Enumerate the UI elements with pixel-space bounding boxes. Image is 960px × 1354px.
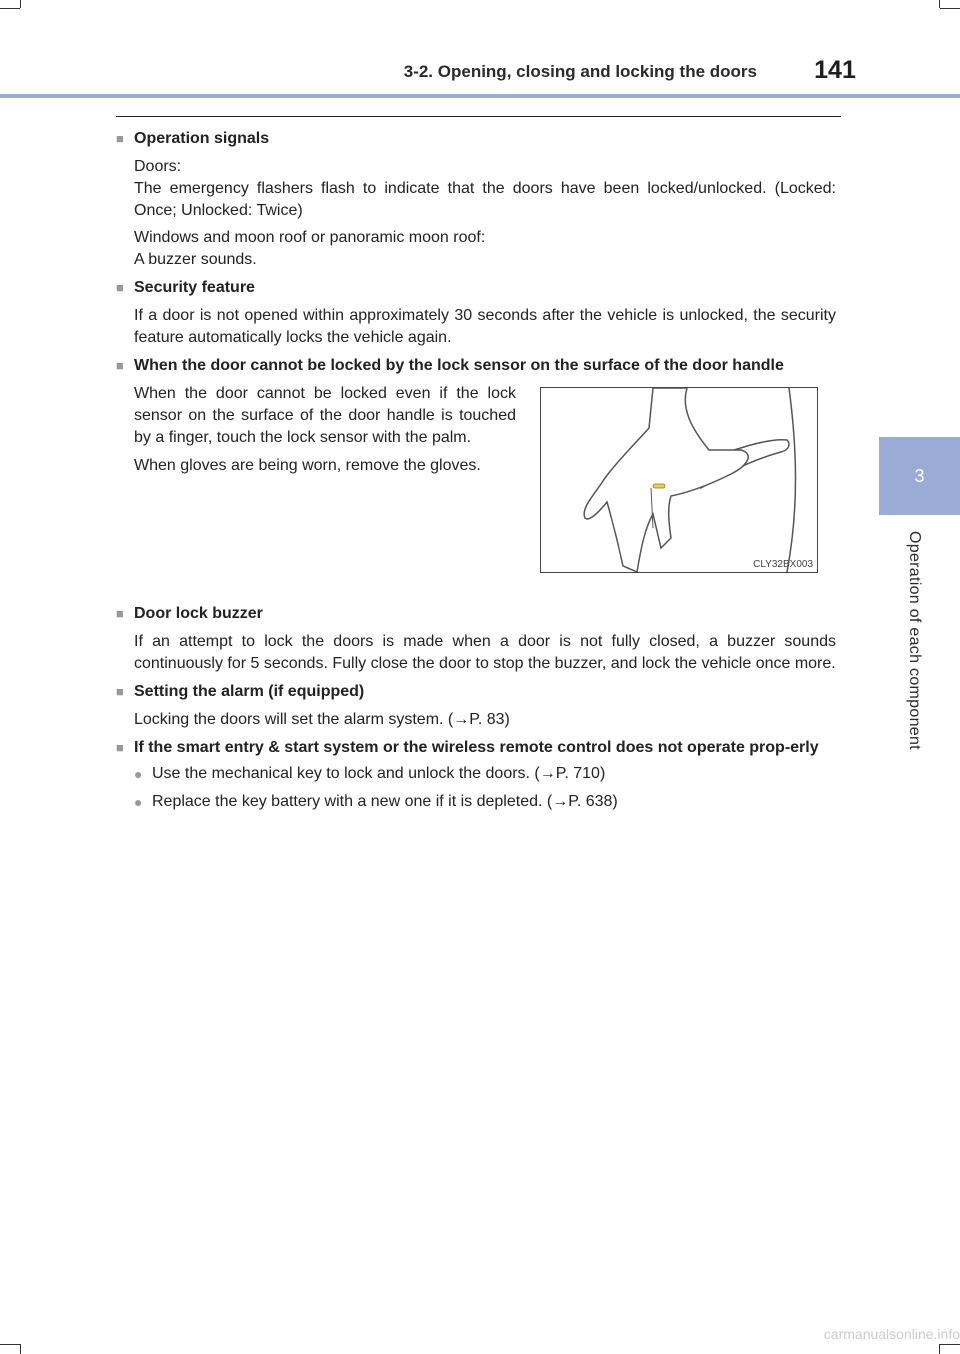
section-heading: ■ If the smart entry & start system or the wireless remote control does not operate prop-erly — [116, 737, 836, 759]
paragraph: If a door is not opened within approximately 30 seconds after the vehicle is unlocked, the security feature automatically locks the vehicle again. — [134, 307, 836, 346]
chapter-tab — [879, 437, 960, 515]
square-bullet-icon: ■ — [116, 684, 124, 699]
crop-mark — [0, 1344, 20, 1345]
crop-mark — [940, 8, 960, 9]
paragraph: Doors: — [134, 158, 182, 175]
square-bullet-icon: ■ — [116, 358, 124, 373]
running-header: 3-2. Opening, closing and locking the doors — [403, 62, 757, 81]
list-item: ● Use the mechanical key to lock and unlock the doors. (→P. 710) — [134, 763, 836, 785]
section-heading: ■ When the door cannot be locked by the lock sensor on the surface of the door handle — [116, 355, 836, 377]
door-handle-illustration — [540, 387, 818, 573]
square-bullet-icon: ■ — [116, 280, 124, 295]
paragraph: When gloves are being worn, remove the gloves. — [134, 457, 481, 474]
square-bullet-icon: ■ — [116, 606, 124, 621]
square-bullet-icon: ■ — [116, 131, 124, 146]
paragraph: A buzzer sounds. — [134, 251, 257, 268]
crop-mark — [939, 0, 940, 8]
crop-mark — [940, 1344, 960, 1345]
crop-mark — [939, 1344, 940, 1354]
paragraph: The emergency flashers flash to indicate that the doors have been locked/unlocked. (Locked: Once; Unlocked: Twice) — [134, 180, 836, 219]
section-rule — [116, 116, 841, 117]
square-bullet-icon: ■ — [116, 740, 124, 755]
figure-row — [116, 383, 836, 593]
watermark: carmanualsonline.info — [823, 1326, 960, 1342]
section-heading: ■ Security feature — [116, 277, 836, 299]
page-number: 141 — [814, 56, 856, 84]
header-rule — [0, 94, 960, 98]
crop-mark — [0, 8, 20, 9]
section-heading: ■ Setting the alarm (if equipped) — [116, 681, 836, 703]
figure-text — [134, 383, 516, 483]
crop-mark — [20, 0, 21, 8]
list-item: ● Replace the key battery with a new one if it is depleted. (→P. 638) — [134, 791, 836, 813]
circle-bullet-icon: ● — [134, 794, 143, 810]
crop-mark — [20, 1344, 21, 1354]
circle-bullet-icon: ● — [134, 766, 143, 782]
chapter-label: Operation of each component — [906, 531, 923, 750]
section-heading: ■ Operation signals — [116, 128, 836, 150]
paragraph: Locking the doors will set the alarm system. (→P. 83) — [134, 711, 510, 728]
chapter-number: 3 — [914, 465, 925, 486]
paragraph: If an attempt to lock the doors is made when a door is not fully closed, a buzzer sounds continuously for 5 seconds. Fully close the door to stop the buzzer, and lock the vehicle once more. — [134, 633, 836, 672]
page-content — [116, 128, 836, 819]
paragraph: When the door cannot be locked even if the lock sensor on the surface of the door handle is touched by a finger, touch the lock sensor with the palm. — [134, 385, 516, 446]
section-heading: ■ Door lock buzzer — [116, 603, 836, 625]
hand-on-door-handle-icon — [541, 388, 817, 572]
paragraph: Windows and moon roof or panoramic moon roof: — [134, 229, 486, 246]
figure-caption: CLY32BX003 — [753, 559, 813, 570]
